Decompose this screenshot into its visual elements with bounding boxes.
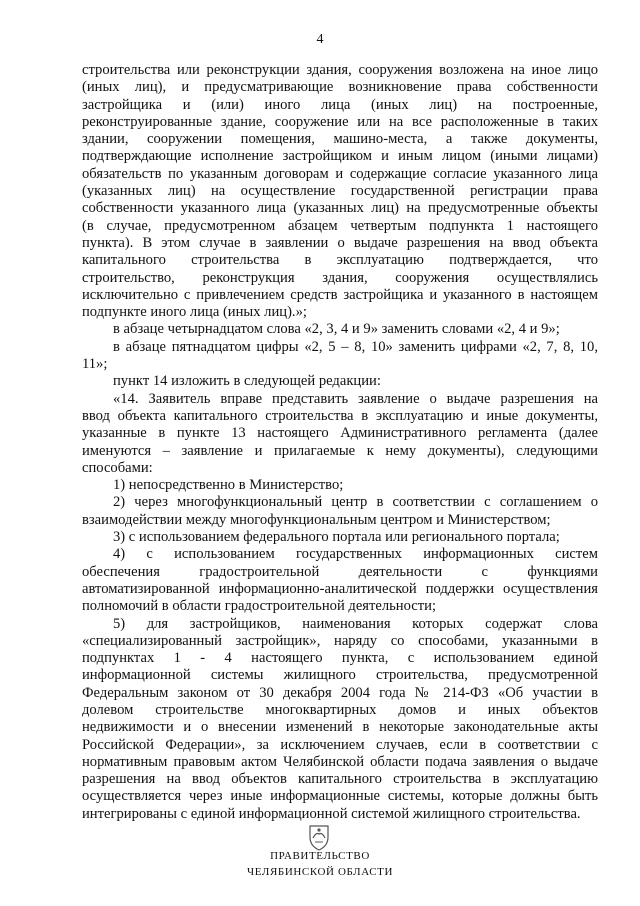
text-line: пункта). В этом случае в заявлении о выдаче разрешения на ввод объекта [82,234,598,251]
text-line: подпункте иного лица (иных лиц).»; [82,304,307,321]
text-line: реконструированные здание, сооружение или на все расположенные в таких [82,113,598,130]
text-line: 5) для застройщиков, наименования которых содержат слова [113,615,598,632]
text-line: подтверждающие исполнение застройщиком и иным лицом (иными лицами) [82,148,598,165]
text-line: строительство, реконструкция здания, сооружения осуществлялись [82,269,598,286]
text-line: взаимодействии между многофункциональным центром и Министерством; [82,511,551,528]
text-line: ввод объекта капитального строительства в эксплуатацию и иные документы, [82,407,598,424]
text-line: Федеральным законом от 30 декабря 2004 года № 214-ФЗ «Об участии в [82,684,598,701]
text-line: автоматизированной информационно-аналитической поддержки осуществления [82,580,598,597]
text-line: «специализированный застройщик», наряду со способами, указанными в [82,632,598,649]
text-line: способами: [82,459,153,476]
text-line: 1) непосредственно в Министерство; [113,477,344,494]
text-line: строительства или реконструкции здания, сооружения возложена на иное лицо [82,62,598,78]
text-line: в абзаце четырнадцатом слова «2, 3, 4 и 9» заменить словами «2, 4 и 9»; [113,321,560,338]
coat-of-arms-icon [304,822,334,852]
org-name-line1: ПРАВИТЕЛЬСТВО [270,850,370,862]
text-line: осуществляется через иные информационные системы, которые должны быть [82,788,598,805]
text-line: интегрированы с единой информационной системой жилищного строительства. [82,805,581,822]
text-line: собственности указанного лица (указанных лиц) на предусмотренные объекты [82,200,598,217]
text-line: недвижимости и о внесении изменений в некоторые законодательные акты [82,719,598,736]
text-line: застройщика и (или) иного лица (иных лиц) на построенные, [82,96,598,113]
text-line: разрешения на ввод объектов капитального строительства в эксплуатацию [82,771,598,788]
text-line: пункт 14 изложить в следующей редакции: [113,373,381,390]
text-line: «14. Заявитель вправе представить заявление о выдаче разрешения на [113,390,598,407]
text-line: 4) с использованием государственных информационных систем [113,546,598,563]
text-line: подпунктах 1 - 4 настоящего пункта, с использованием единой [82,650,598,667]
text-line: здании, сооружении помещения, машино-места, а также документы, [82,131,598,148]
text-line: капитального строительства в эксплуатацию подтверждается, что [82,252,598,269]
text-line: именуются – заявление и прилагаемые к нему документы), следующими [82,442,598,459]
text-line: указанные в пункте 13 настоящего Административного регламента (далее [82,425,598,442]
text-line: обеспечения градостроительной деятельности с функциями [82,563,598,580]
text-line: Российской Федерации», за исключением случаев, если в соответствии с [82,736,598,753]
text-line: долевом строительстве многоквартирных домов и иных объектов [82,701,598,718]
text-line: (указанных лиц) на осуществление государственной регистрации права [82,183,598,200]
text-line: 2) через многофункциональный центр в соответствии с соглашением о [113,494,598,511]
text-line: исключительно с привлечением средств застройщика и указанного в настоящем [82,286,598,303]
text-line: 11»; [82,356,108,373]
text-line: обязательств по указанным договорам и содержащие согласие указанного лица [82,165,598,182]
document-body [82,62,598,823]
text-line: (в случае, предусмотренном абзацем четвертым подпункта 1 настоящего [82,217,598,234]
text-line: в абзаце пятнадцатом цифры «2, 5 – 8, 10» заменить цифрами «2, 7, 8, 10, [113,338,598,355]
org-name-line2: ЧЕЛЯБИНСКОЙ ОБЛАСТИ [246,866,393,878]
text-line: информационной системы жилищного строительства, предусмотренной [82,667,598,684]
text-line: нормативным правовым актом Челябинской области подача заявления о выдаче [82,753,598,770]
page-number: 4 [316,32,324,47]
text-line: 3) с использованием федерального портала или регионального портала; [113,529,560,546]
text-line: (иных лиц), и предусматривающие возникновение права собственности [82,79,598,96]
text-line: полномочий в области градостроительной деятельности; [82,598,436,615]
